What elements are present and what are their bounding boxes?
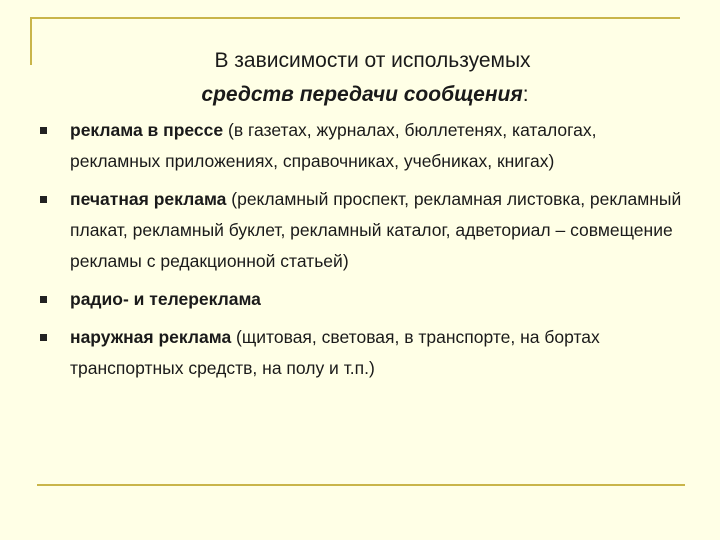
item-description: (щитовая, световая, в транспорте, на бортах транспортных средств, на полу и т.п.) — [70, 327, 600, 378]
item-term: наружная реклама — [70, 327, 232, 347]
item-description: (в газетах, журналах, бюллетенях, каталогах, рекламных приложениях, справочниках, учебниках, книгах) — [70, 120, 597, 171]
top-rule — [30, 17, 680, 19]
title-colon: : — [522, 83, 529, 106]
item-term: реклама в прессе — [70, 120, 224, 140]
list-item — [40, 284, 690, 315]
list-item — [40, 184, 690, 277]
square-bullet-icon — [40, 334, 47, 341]
list-item — [40, 115, 690, 177]
item-term: печатная реклама — [70, 189, 227, 209]
title-line-2-text: средств передачи сообщения — [201, 83, 523, 106]
list-item — [40, 322, 690, 384]
item-description: (рекламный проспект, рекламная листовка, рекламный плакат, рекламный буклет, рекламный каталог, адветориал – совмещение рекламы с редакционной статьей) — [70, 189, 682, 271]
bullet-list — [40, 115, 690, 391]
slide-title — [0, 44, 720, 112]
square-bullet-icon — [40, 296, 47, 303]
square-bullet-icon — [40, 127, 47, 134]
bottom-rule — [37, 484, 685, 486]
item-term: радио- и телереклама — [70, 289, 261, 309]
title-line-1: В зависимости от используемых — [214, 49, 531, 72]
title-line-2 — [0, 78, 720, 112]
square-bullet-icon — [40, 196, 47, 203]
